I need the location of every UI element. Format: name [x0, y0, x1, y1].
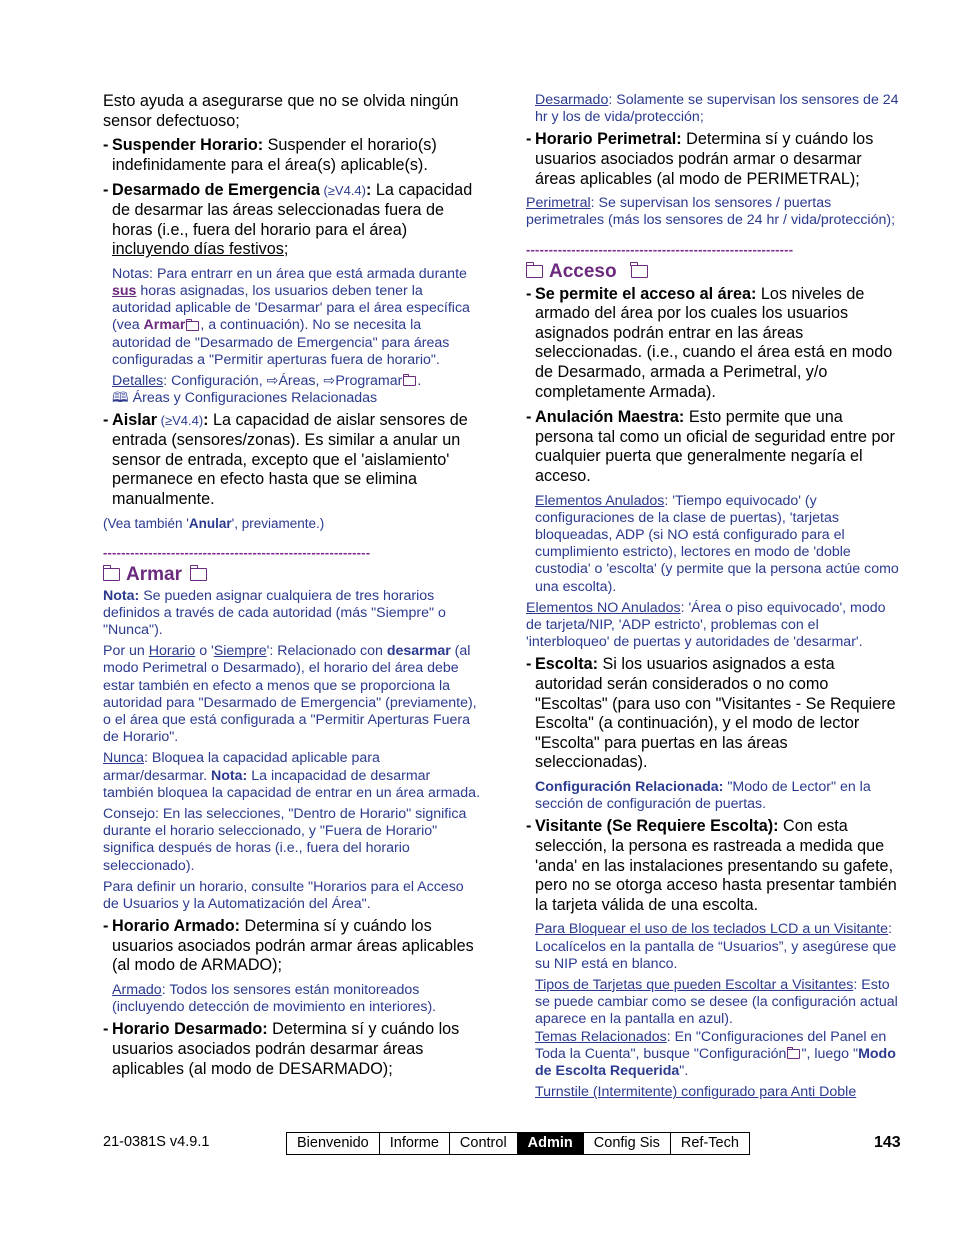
config-rel-label: Configuración Relacionada: [535, 778, 724, 795]
bullet-dash: - [103, 411, 109, 430]
bullet-dash: - [526, 655, 532, 674]
book-icon: 🕮 [112, 390, 129, 407]
nunca-link[interactable]: Nunca [103, 750, 145, 767]
folder-icon [526, 265, 543, 278]
item-text: Determina sí y cuándo los usuarios asociados podrán desarmar áreas aplicables (al modo de DESARMADO); [112, 1020, 460, 1078]
section-divider: ----------------------------------------------------------- [103, 544, 371, 560]
no-anulados-note [526, 600, 902, 652]
list-item-desarmado-emergencia [103, 181, 481, 259]
heading-text: Armar [126, 563, 182, 585]
perimetral-text: : Se supervisan los sensores / puertas perimetrales (más los sensores de 24 hr / vida/protección); [526, 195, 896, 229]
detalles-d: . [417, 372, 422, 389]
bullet-dash: - [526, 130, 532, 149]
bullet-dash: - [103, 917, 109, 936]
item-label: Visitante (Se Requiere Escolta): [535, 817, 779, 836]
areas-rel-text: Áreas y Configuraciones Relacionadas [128, 390, 378, 407]
heading-text: Acceso [549, 260, 617, 282]
bloquear-link[interactable]: Para Bloquear el uso de los teclados LCD a un Visitante [535, 921, 889, 938]
item-label: Escolta: [535, 655, 598, 674]
nota-note [103, 588, 481, 640]
list-item-horario-perimetral [526, 130, 902, 189]
desarmado-link[interactable]: Desarmado [535, 92, 609, 108]
turnstile-link[interactable]: Turnstile (Intermitente) configurado para Anti Doble [535, 1084, 857, 1101]
version-tag: (≥V4.4) [157, 413, 204, 429]
folder-icon [403, 376, 416, 386]
perimetral-link[interactable]: Perimetral [526, 195, 591, 212]
left-column [103, 92, 481, 1085]
porun-desarmar: desarmar [386, 643, 451, 660]
item-label: Anulación Maestra: [535, 408, 685, 427]
item-text: Suspender el horario(s) indefinidamente para el área(s) aplicable(s). [112, 136, 437, 174]
perimetral-note [526, 195, 902, 229]
notas-armar-link[interactable]: Armar [143, 317, 186, 334]
vea-a: (Vea también ' [103, 516, 189, 532]
item-label: Horario Armado: [112, 917, 241, 936]
version-tag: (≥V4.4) [319, 183, 366, 199]
anulados-note [526, 493, 902, 596]
tipos-link[interactable]: Tipos de Tarjetas que pueden Escoltar a Visitantes [535, 976, 854, 993]
list-item-visitante [526, 817, 902, 915]
vea-c: ', previamente.) [231, 516, 325, 532]
porun-b: o ' [195, 643, 214, 660]
porun-c: ': Relacionado con [266, 643, 387, 660]
detalles-a: : Configuración, [163, 372, 267, 389]
tab-config-sis[interactable]: Config Sis [584, 1133, 671, 1154]
document-id: 21-0381S v4.9.1 [103, 1134, 210, 1150]
bullet-dash: - [103, 181, 109, 200]
list-item-horario-desarmado [103, 1020, 481, 1079]
item-text: Determina sí y cuándo los usuarios asociados podrán armar o desarmar áreas aplicables (al modo de PERIMETRAL); [535, 130, 874, 188]
item-label: Horario Desarmado: [112, 1020, 268, 1039]
item-text: La capacidad de aislar sensores de entrada (sensores/zonas). Es similar a anular un sensor de entrada, excepto que el 'aislamiento' permanece en efecto hasta que se elimina manualmente. [112, 411, 468, 508]
areas-relacionadas[interactable] [103, 390, 481, 407]
anulados-text: : 'Tiempo equivocado' (y configuraciones de la clase de puertas), 'tarjetas bloqueadas, ADP (si NO está configurado para el cumplimiento estricto), lectores en modo de 'doble custodia' o 'escolta' (y permite que la persona actúe como una escolta). [535, 492, 899, 595]
notas-b: horas asignadas, los usuarios deben tener la autoridad aplicable de 'Desarmar' para el área específica (vea [112, 282, 470, 334]
detalles-link[interactable]: Detalles [112, 372, 164, 389]
no-anulados-link[interactable]: Elementos NO Anulados [526, 599, 681, 616]
detalles-note [103, 373, 481, 390]
folder-icon [103, 568, 120, 581]
no-anulados-text: : 'Área o piso equivocado', modo de tarjeta/NIP, 'ADP estricto', problemas con el 'interbloqueo' de puertas y autoridades de 'desarmar'. [526, 599, 886, 651]
item-label: Aislar [112, 411, 157, 430]
nunca-b: La incapacidad de desarmar también bloquea la capacidad de entrar en un área armada. [103, 767, 481, 801]
temas-bold: Modo de Escolta Requerida [535, 1045, 896, 1079]
vea-note [103, 515, 481, 532]
item-text: Los niveles de armado del área por los cuales los usuarios asignados podrán entrar en las áreas seleccionadas. (i.e., cuando el área está en modo de Desarmado, armada a Perimetral, y/o completamente Armada). [535, 284, 893, 401]
porun-d: (al modo Perimetral o Desarmado), el horario del área debe estar también en efecto a menos que se proporciona la autoridad para "Desarmado de Emergencia" (previamente), o el área que está configurada a "Permitir Aperturas Fuera de Horario". [103, 643, 477, 746]
bullet-dash: - [526, 817, 532, 836]
porun-note [103, 643, 481, 746]
item-text: Determina sí y cuándo los usuarios asociados podrán armar áreas aplicables (al modo de ARMADO); [112, 917, 474, 975]
armar-heading [103, 564, 481, 586]
notas-a: Notas: Para entrarr en un área que está armada durante [112, 265, 467, 282]
item-label: Suspender Horario: [112, 136, 264, 155]
nunca-a: : Bloquea la capacidad aplicable para armar/desarmar. [103, 750, 380, 784]
consejo-note: Consejo: En las selecciones, "Dentro de Horario" significa durante el horario seleccionado, y "Fuera de Horario" significa después de horas (i.e., fuera del horario seleccionado). [103, 805, 467, 874]
config-relacionada-note [526, 779, 902, 813]
notas-c: , a continuación). No se necesita la autoridad de "Desarmado de Emergencia" para áreas configuradas a "Permitir aperturas fuera de horario". [112, 317, 450, 368]
right-column [526, 92, 902, 1105]
bullet-dash: - [103, 1020, 109, 1039]
detalles-c: Programar [335, 372, 403, 389]
tab-control[interactable]: Control [450, 1133, 518, 1154]
desarmado-note [526, 92, 902, 126]
folder-icon [190, 568, 207, 581]
vea-anular: Anular [188, 516, 232, 532]
config-rel-text: "Modo de Lector" en la sección de configuración de puertas. [535, 778, 871, 813]
horario-link[interactable]: Horario [148, 643, 196, 660]
tab-bienvenido[interactable]: Bienvenido [287, 1133, 380, 1154]
nunca-nota: Nota: [211, 767, 248, 784]
tipos-text: : Esto se puede cambiar como se desee (la configuración actual aparece en la pantalla en azul). [535, 976, 898, 1028]
section-nav [286, 1132, 750, 1155]
detalles-b: Áreas, [278, 372, 324, 389]
item-text: Con esta selección, la persona es rastreada a medida que 'anda' en las instalaciones presentando su gafete, pero no se otorga acceso hasta presentar también la tarjeta válida de una escolta. [535, 817, 897, 914]
bullet-dash: - [103, 136, 109, 155]
paragraph: Esto ayuda a asegurarse que no se olvida ningún sensor defectuoso; [103, 92, 459, 130]
armado-link[interactable]: Armado [112, 981, 162, 998]
underlined-text: incluyendo días festivos [112, 240, 284, 259]
bloquear-text: : Localícelos en la pantalla de “Usuarios”, y asegúrese que su NIP está en blanco. [535, 921, 897, 972]
notas-note [103, 266, 481, 369]
folder-icon [631, 265, 648, 278]
acceso-heading [526, 261, 902, 283]
tipos-note [526, 977, 902, 1029]
tab-ref-tech[interactable]: Ref-Tech [680, 1135, 739, 1151]
list-item-anulacion-maestra [526, 408, 902, 486]
item-colon: : [366, 181, 372, 200]
notas-sus: sus [112, 282, 137, 299]
arrow-icon: ⇨ [266, 372, 279, 389]
item-label: Se permite el acceso al área: [535, 284, 757, 303]
nota-label: Nota: [103, 587, 140, 604]
anulados-link[interactable]: Elementos Anulados [535, 492, 665, 509]
list-item-horario-armado [103, 917, 481, 976]
bullet-dash: - [526, 408, 532, 427]
list-item-permite-acceso [526, 285, 902, 403]
temas-c: ". [679, 1062, 689, 1079]
list-item-aislar [103, 411, 481, 509]
nunca-note [103, 750, 481, 802]
list-item-escolta [526, 655, 902, 773]
arrow-icon: ⇨ [323, 372, 336, 389]
definir-note: Para definir un horario, consulte "Horarios para el Acceso de Usuarios y la Automatización del Área". [103, 878, 464, 912]
item-text: La capacidad de desarmar las áreas seleccionadas fuera de horas (i.e., fuera del horario para el área) [112, 181, 473, 239]
item-text: Si los usuarios asignados a esta autoridad serán considerados o no como "Escoltas" (para uso con "Visitantes - Se Requiere Escolta" (a continuación), y el modo de lector "Escolta" para puertas en las áreas seleccionadas). [535, 655, 896, 772]
desarmado-text: : Solamente se supervisan los sensores de 24 hr y los de vida/protección; [535, 92, 899, 126]
bullet-dash: - [526, 284, 532, 303]
armado-note [103, 982, 481, 1016]
siempre-link[interactable]: Siempre [213, 643, 267, 660]
tab-admin[interactable]: Admin [518, 1133, 584, 1154]
page-number: 143 [874, 1134, 901, 1151]
temas-b: ", luego " [801, 1045, 859, 1062]
item-end: ; [283, 240, 289, 259]
section-divider: ----------------------------------------------------------- [526, 241, 794, 257]
folder-icon [186, 321, 199, 331]
temas-a: : En "Configuraciones del Panel en Toda la Cuenta", busque "Configuración [535, 1028, 887, 1062]
item-label: Desarmado de Emergencia [112, 181, 320, 200]
temas-link[interactable]: Temas Relacionados [535, 1028, 667, 1045]
tab-informe[interactable]: Informe [380, 1133, 450, 1154]
porun-a: Por un [103, 643, 149, 660]
armado-text: : Todos los sensores están monitoreados (incluyendo detección de movimiento en interiores). [112, 981, 437, 1016]
nota-text: Se pueden asignar cualquiera de tres horarios definidos a través de cada autoridad (más "Siempre" o "Nunca"). [103, 587, 446, 638]
list-item-suspender [103, 136, 481, 175]
item-label: Horario Perimetral: [535, 130, 682, 149]
temas-note [526, 1029, 902, 1081]
bloquear-note [526, 921, 902, 973]
item-colon: : [203, 411, 209, 430]
folder-icon [787, 1049, 800, 1059]
page-footer [0, 1132, 954, 1156]
item-text: Esto permite que una persona tal como un oficial de seguridad entre por cualquier puerta que generalmente negaría el acceso. [535, 408, 895, 485]
